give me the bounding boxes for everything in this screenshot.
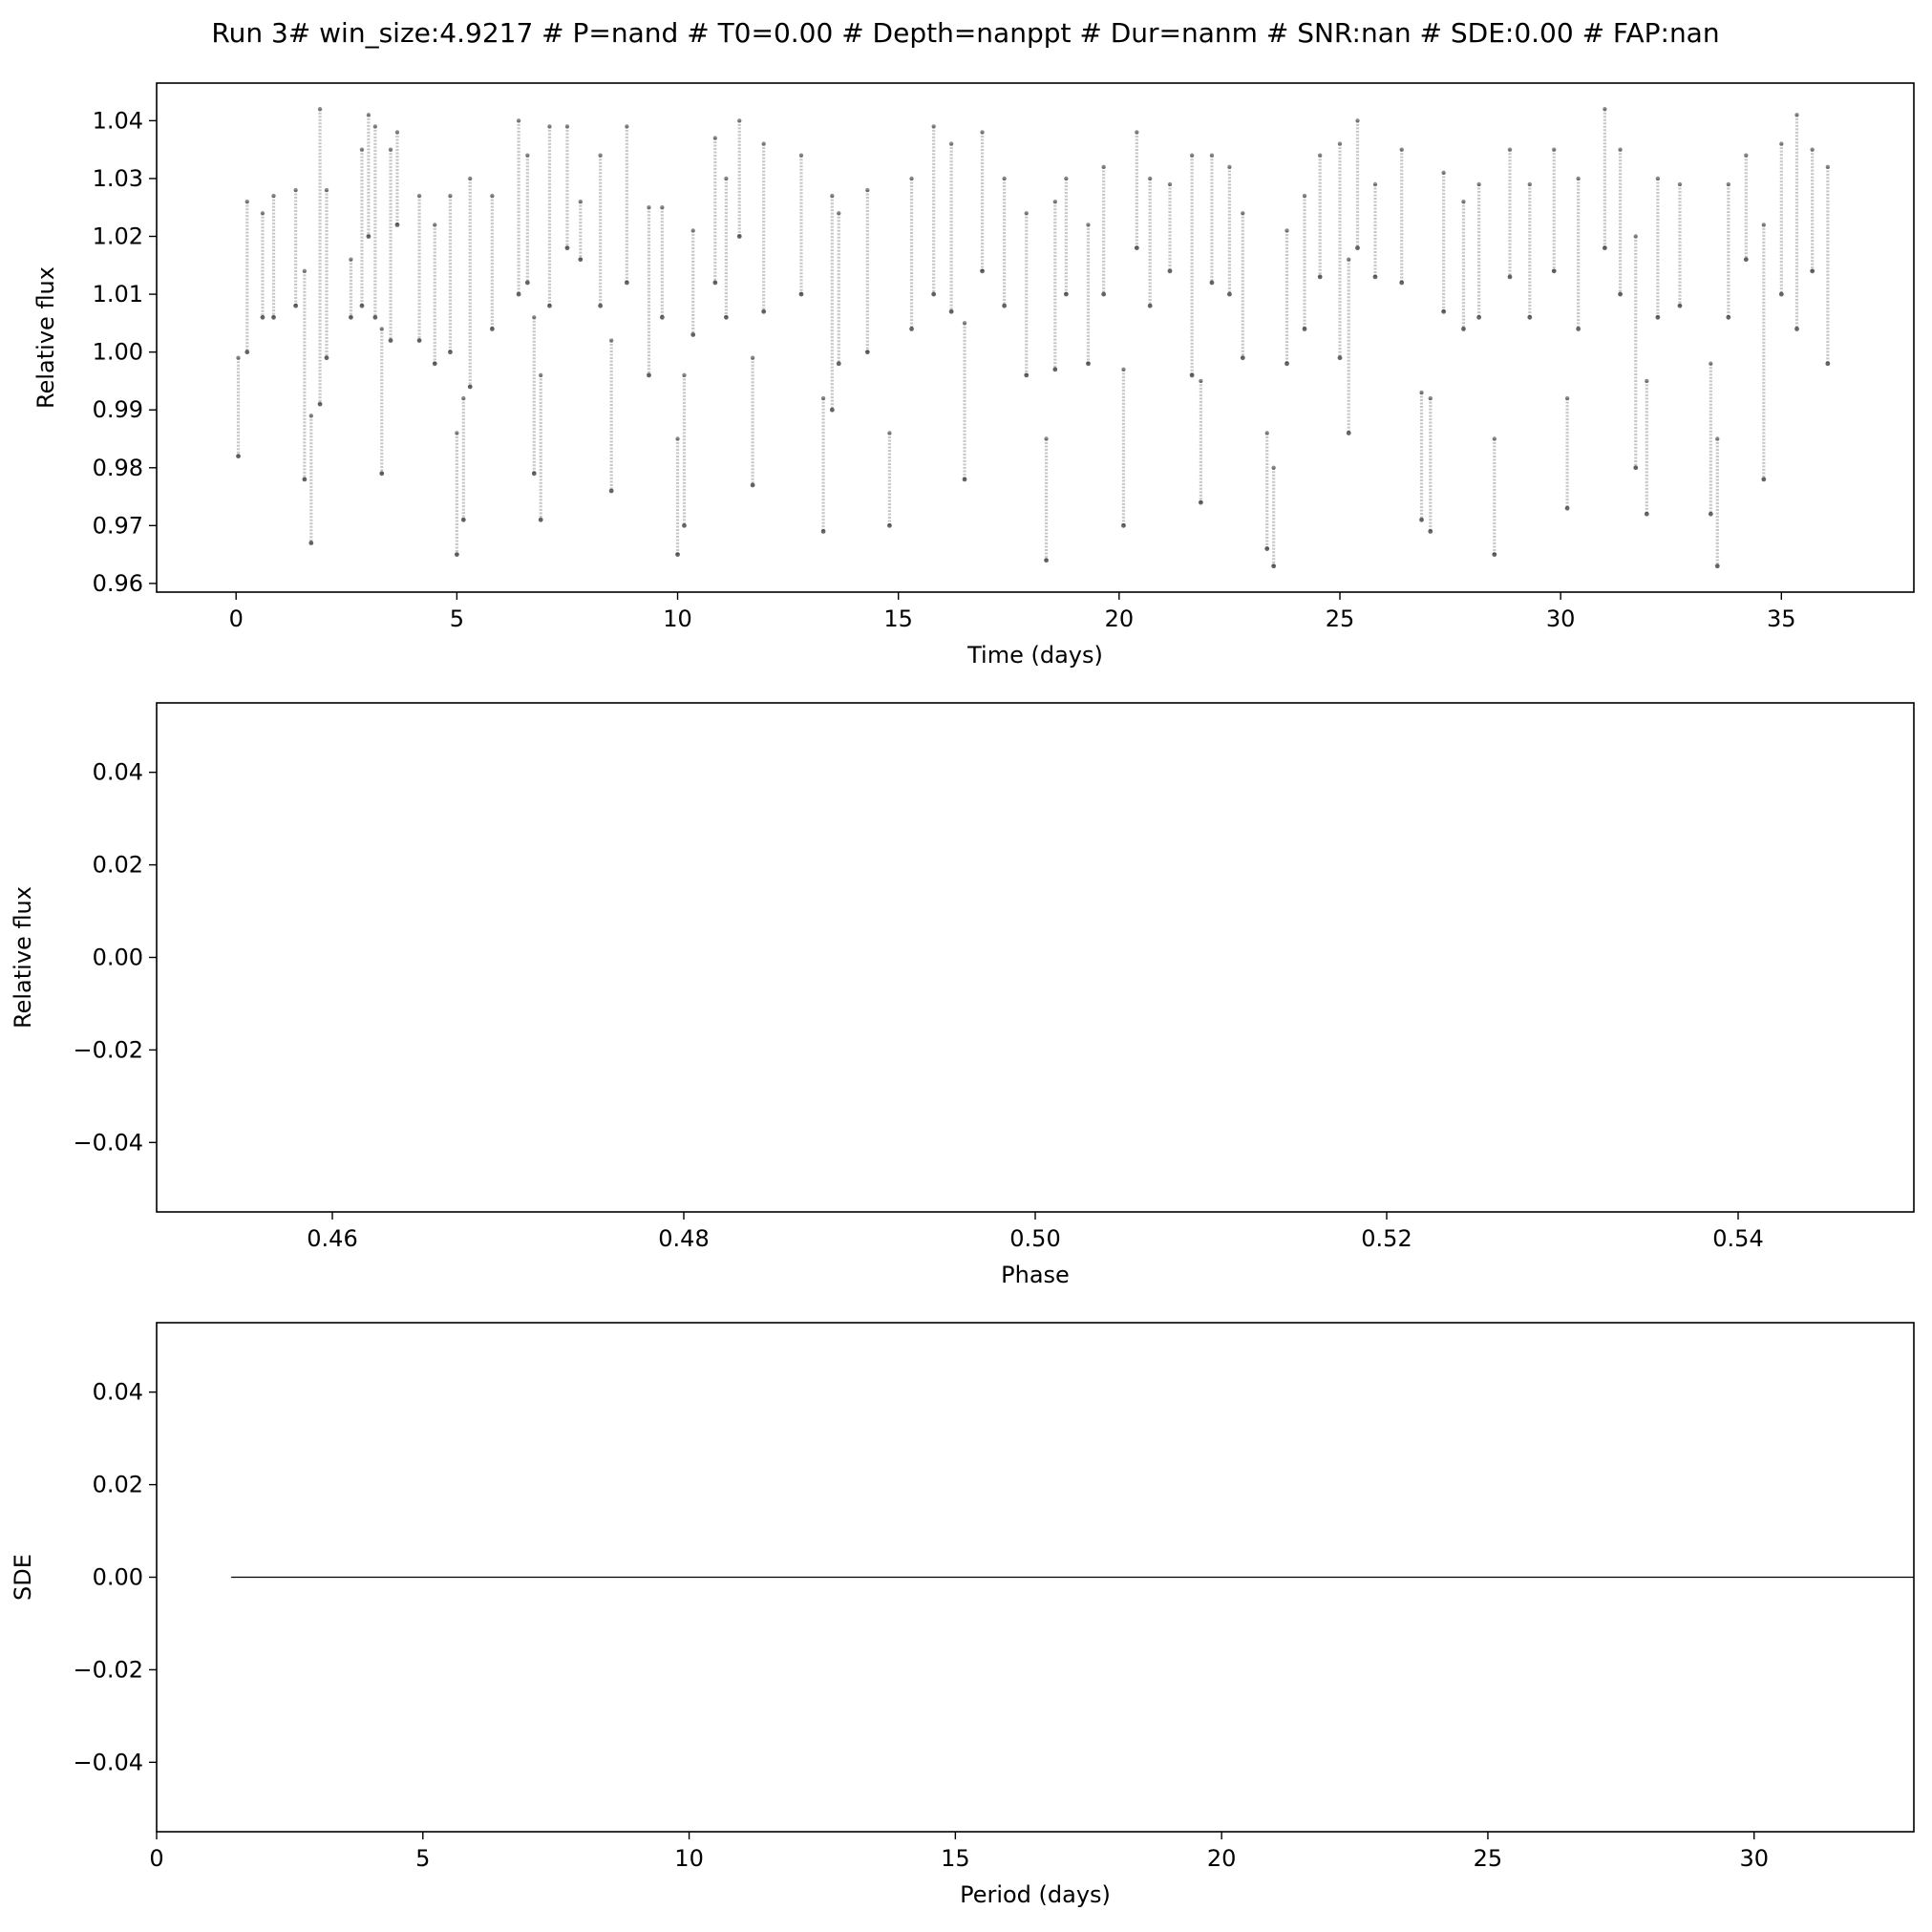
flux-point: [1794, 327, 1799, 331]
flux-point: [713, 136, 717, 139]
x-tick-label: 0: [228, 605, 244, 632]
flux-point: [1576, 327, 1581, 331]
flux-point: [1002, 304, 1007, 308]
flux-point: [1303, 194, 1306, 198]
flux-point: [1727, 182, 1730, 186]
x-tick-label: 5: [415, 1845, 431, 1872]
flux-point: [598, 154, 602, 158]
flux-point: [1168, 268, 1173, 273]
flux-point: [598, 304, 603, 308]
x-tick-label: 20: [1104, 605, 1135, 632]
flux-point: [244, 350, 249, 354]
flux-point: [887, 431, 891, 435]
x-axis-label: Time (days): [967, 642, 1103, 669]
flux-point: [1241, 355, 1245, 360]
flux-point: [1810, 147, 1814, 151]
flux-point: [1210, 154, 1214, 158]
flux-point: [1347, 431, 1351, 435]
flux-point: [1508, 147, 1512, 151]
flux-point: [1265, 431, 1269, 435]
flux-point: [1645, 379, 1648, 383]
y-tick-label: 0.98: [92, 454, 143, 481]
flux-point: [799, 154, 803, 158]
flux-point: [1199, 500, 1203, 505]
flux-point: [1053, 200, 1057, 203]
y-tick-label: −0.04: [73, 1129, 143, 1157]
flux-point: [830, 194, 834, 198]
flux-point: [379, 471, 384, 476]
flux-point: [1121, 523, 1126, 528]
flux-point: [963, 321, 966, 325]
flux-point: [1355, 245, 1360, 250]
flux-point: [712, 281, 717, 286]
flux-point: [1715, 436, 1719, 440]
flux-point: [245, 200, 249, 203]
y-tick-label: 1.01: [92, 281, 143, 308]
flux-point: [609, 489, 614, 494]
flux-point: [980, 268, 985, 273]
flux-point: [1121, 368, 1125, 372]
flux-point: [349, 258, 352, 262]
flux-point: [1493, 436, 1497, 440]
flux-point: [1355, 118, 1359, 122]
flux-point: [395, 223, 400, 227]
flux-point: [565, 245, 570, 250]
flux-point: [360, 147, 364, 151]
flux-point: [1338, 141, 1342, 145]
flux-point: [799, 292, 804, 297]
flux-point: [647, 372, 651, 377]
flux-point: [1645, 512, 1649, 517]
flux-point: [1227, 165, 1231, 169]
flux-point: [517, 118, 520, 122]
flux-point: [980, 130, 984, 134]
flux-point: [1400, 147, 1404, 151]
x-axis-label: Phase: [1001, 1262, 1070, 1288]
flux-point: [318, 107, 322, 111]
flux-point: [1794, 113, 1798, 117]
flux-point: [1347, 258, 1350, 262]
y-tick-label: 0.00: [92, 1563, 143, 1591]
flux-point: [395, 130, 399, 134]
flux-point: [1148, 177, 1152, 180]
flux-point: [830, 408, 835, 413]
flux-point: [468, 385, 473, 390]
flux-point: [1148, 304, 1153, 308]
flux-point: [1210, 281, 1215, 286]
flux-point: [1441, 171, 1445, 175]
flux-point: [1284, 361, 1289, 366]
flux-point: [1190, 154, 1194, 158]
flux-point: [372, 315, 377, 320]
y-tick-label: −0.02: [73, 1656, 143, 1684]
flux-point: [1709, 512, 1713, 517]
flux-point: [724, 177, 728, 180]
flux-point: [737, 118, 741, 122]
flux-point: [1618, 292, 1623, 297]
flux-point: [325, 355, 329, 360]
flux-point: [1461, 327, 1466, 331]
flux-point: [1318, 275, 1323, 280]
flux-point: [909, 327, 914, 331]
flux-point: [271, 194, 275, 198]
flux-point: [1565, 506, 1570, 511]
flux-point: [821, 396, 825, 400]
flux-point: [261, 211, 265, 215]
flux-point: [490, 194, 494, 198]
flux-point: [1064, 177, 1068, 180]
flux-point: [1044, 558, 1049, 563]
flux-point: [579, 200, 583, 203]
flux-point: [963, 477, 967, 481]
flux-point: [455, 552, 459, 557]
flux-point: [647, 205, 650, 209]
flux-point: [1373, 275, 1378, 280]
flux-point: [1565, 396, 1569, 400]
flux-point: [417, 338, 422, 343]
flux-point: [1825, 361, 1830, 366]
flux-point: [1810, 268, 1815, 273]
flux-point: [1101, 165, 1105, 169]
flux-point: [660, 205, 664, 209]
flux-point: [547, 124, 551, 128]
x-tick-label: 20: [1206, 1845, 1237, 1872]
flux-point: [690, 332, 695, 337]
flux-point: [821, 529, 826, 534]
flux-point: [737, 234, 742, 239]
flux-point: [389, 147, 393, 151]
x-tick-label: 5: [449, 605, 465, 632]
flux-point: [1656, 177, 1660, 180]
flux-point: [380, 327, 384, 330]
flux-point: [1744, 154, 1748, 158]
flux-point: [837, 361, 841, 366]
flux-point: [949, 309, 954, 314]
flux-point: [461, 518, 466, 522]
y-axis-label: Relative flux: [32, 266, 59, 409]
y-tick-label: 0.00: [92, 944, 143, 971]
flux-point: [837, 211, 840, 215]
flux-point: [261, 315, 265, 320]
flux-point: [236, 454, 241, 458]
flux-point: [389, 338, 393, 343]
flux-point: [532, 471, 537, 476]
flux-point: [525, 281, 530, 286]
y-tick-label: 0.96: [92, 569, 143, 597]
flux-point: [751, 483, 755, 488]
y-tick-label: −0.02: [73, 1036, 143, 1064]
flux-point: [578, 257, 583, 262]
flux-point: [660, 315, 665, 320]
flux-point: [302, 477, 307, 481]
flux-point: [433, 223, 436, 226]
flux-point: [1715, 563, 1720, 568]
flux-point: [625, 281, 629, 286]
flux-point: [1476, 182, 1480, 186]
flux-point: [682, 373, 686, 377]
flux-point: [373, 124, 377, 128]
flux-point: [367, 113, 371, 117]
flux-point: [1086, 361, 1091, 366]
flux-point: [565, 124, 569, 128]
flux-point: [1284, 228, 1288, 232]
flux-point: [360, 304, 365, 308]
flux-point: [609, 338, 613, 342]
flux-point: [1338, 355, 1343, 360]
x-tick-label: 0: [149, 1845, 164, 1872]
x-tick-label: 0.48: [658, 1225, 710, 1252]
flux-point: [1528, 182, 1532, 186]
flux-point: [1303, 327, 1307, 331]
flux-point: [761, 141, 765, 145]
flux-point: [1271, 563, 1276, 568]
flux-point: [1441, 309, 1446, 314]
flux-point: [1761, 477, 1766, 481]
flux-point: [1318, 154, 1322, 158]
flux-point: [1508, 275, 1513, 280]
flux-point: [539, 518, 543, 522]
y-tick-label: 0.02: [92, 1471, 143, 1498]
x-tick-label: 10: [663, 605, 692, 632]
flux-point: [1399, 281, 1404, 286]
flux-point: [724, 315, 729, 320]
flux-point: [1135, 245, 1139, 250]
x-tick-label: 15: [941, 1845, 970, 1872]
flux-point: [1709, 362, 1712, 366]
flux-point: [931, 124, 935, 128]
figure-title: Run 3# win_size:4.9217 # P=nand # T0=0.00 # Depth=nanppt # Dur=nanm # SNR:nan # SDE:0.00 # FAP:nan: [211, 17, 1720, 49]
flux-point: [1429, 396, 1433, 400]
flux-point: [1190, 372, 1195, 377]
flux-point: [1101, 292, 1106, 297]
flux-point: [367, 234, 372, 239]
y-tick-label: 1.04: [92, 107, 143, 135]
flux-point: [1603, 245, 1607, 250]
flux-point: [532, 315, 536, 319]
flux-point: [1655, 315, 1660, 320]
flux-point: [1678, 304, 1683, 308]
y-tick-label: 1.02: [92, 223, 143, 250]
x-tick-label: 30: [1739, 1845, 1770, 1872]
x-tick-label: 25: [1473, 1845, 1503, 1872]
flux-point: [433, 361, 437, 366]
flux-point: [1634, 234, 1638, 238]
flux-point: [1241, 211, 1244, 215]
flux-point: [1135, 130, 1138, 134]
flux-point: [675, 552, 680, 557]
flux-point: [887, 523, 892, 528]
flux-point: [1726, 315, 1730, 320]
flux-point: [931, 292, 936, 297]
flux-point: [1779, 141, 1783, 145]
x-tick-label: 0.52: [1361, 1225, 1412, 1252]
x-tick-label: 25: [1325, 605, 1355, 632]
x-tick-label: 0.50: [1009, 1225, 1061, 1252]
flux-point: [318, 402, 323, 407]
flux-point: [309, 414, 313, 417]
flux-point: [303, 269, 307, 273]
flux-point: [1024, 372, 1029, 377]
flux-point: [455, 431, 458, 435]
flux-point: [417, 194, 421, 198]
flux-point: [490, 327, 495, 331]
flux-point: [1826, 165, 1830, 169]
flux-point: [691, 228, 695, 232]
y-tick-label: 0.97: [92, 512, 143, 540]
y-tick-label: 1.00: [92, 338, 143, 366]
flux-point: [1618, 147, 1622, 151]
flux-point: [1552, 147, 1556, 151]
flux-point: [1603, 107, 1606, 111]
y-tick-label: −0.04: [73, 1749, 143, 1776]
flux-point: [308, 541, 313, 545]
flux-point: [1552, 268, 1557, 273]
flux-point: [1086, 223, 1090, 226]
flux-point: [1419, 518, 1424, 522]
y-tick-label: 0.02: [92, 851, 143, 879]
flux-point: [1271, 466, 1275, 470]
flux-point: [525, 154, 529, 158]
y-tick-label: 0.99: [92, 396, 143, 424]
flux-point: [1762, 223, 1766, 226]
x-axis-label: Period (days): [960, 1881, 1111, 1908]
flux-point: [1492, 552, 1497, 557]
flux-point: [325, 188, 329, 192]
flux-point: [1373, 182, 1377, 186]
flux-point: [1044, 436, 1048, 440]
flux-point: [448, 350, 453, 354]
y-axis-label: Relative flux: [10, 886, 36, 1029]
flux-point: [1744, 257, 1749, 262]
x-tick-label: 15: [883, 605, 913, 632]
flux-point: [1633, 465, 1638, 470]
y-axis-label: SDE: [10, 1554, 36, 1601]
flux-point: [949, 141, 953, 145]
flux-point: [625, 124, 628, 128]
flux-point: [1678, 182, 1682, 186]
flux-point: [539, 373, 542, 377]
flux-point: [1576, 177, 1580, 180]
x-tick-label: 10: [674, 1845, 704, 1872]
flux-point: [865, 350, 870, 354]
flux-point: [468, 177, 472, 180]
flux-point: [448, 194, 452, 198]
flux-point: [1064, 292, 1069, 297]
flux-point: [547, 304, 552, 308]
x-tick-label: 35: [1767, 605, 1796, 632]
flux-point: [865, 188, 869, 192]
flux-point: [1264, 546, 1269, 551]
flux-point: [293, 304, 298, 308]
flux-point: [1025, 211, 1029, 215]
flux-point: [909, 177, 913, 180]
flux-point: [1002, 177, 1006, 180]
flux-point: [1052, 367, 1057, 372]
flux-point: [271, 315, 276, 320]
x-tick-label: 30: [1545, 605, 1576, 632]
flux-point: [1476, 315, 1481, 320]
flux-point: [236, 355, 240, 359]
flux-point: [682, 523, 687, 528]
flux-point: [293, 188, 297, 192]
flux-point: [1428, 529, 1433, 534]
flux-point: [461, 396, 465, 400]
y-tick-label: 1.03: [92, 164, 143, 192]
flux-point: [751, 355, 754, 359]
y-tick-label: 0.04: [92, 758, 143, 786]
flux-point: [1227, 292, 1232, 297]
flux-point: [1779, 292, 1784, 297]
flux-point: [1461, 200, 1465, 203]
flux-point: [1168, 182, 1172, 186]
flux-point: [517, 292, 521, 297]
y-tick-label: 0.04: [92, 1378, 143, 1406]
flux-point: [1199, 379, 1202, 383]
x-tick-label: 0.54: [1712, 1225, 1764, 1252]
flux-point: [349, 315, 353, 320]
x-tick-label: 0.46: [307, 1225, 358, 1252]
flux-point: [1419, 391, 1423, 394]
flux-point: [1527, 315, 1532, 320]
flux-point: [675, 436, 679, 440]
flux-point: [761, 309, 766, 314]
